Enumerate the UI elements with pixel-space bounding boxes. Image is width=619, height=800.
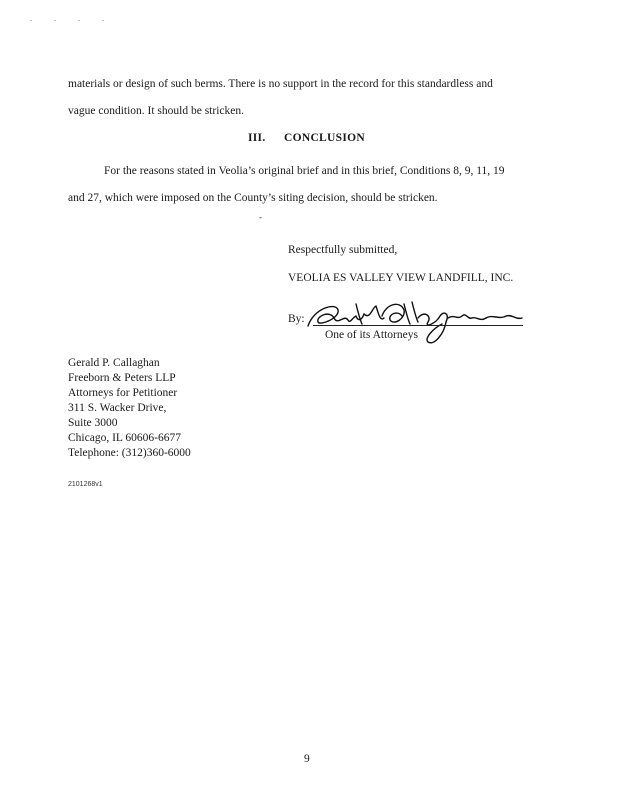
stray-scan-mark: -: [259, 212, 262, 222]
section-heading: [248, 132, 365, 144]
closing-salutation: Respectfully submitted,: [288, 244, 398, 256]
conclusion-text-line: and 27, which were imposed on the County’s siting decision, should be stricken.: [68, 192, 438, 204]
scan-corner-marks: . . . .: [30, 14, 114, 23]
party-name: VEOLIA ES VALLEY VIEW LANDFILL, INC.: [288, 272, 514, 284]
city-state-zip: Chicago, IL 60606-6677: [68, 432, 181, 444]
section-title: CONCLUSION: [284, 132, 365, 144]
signer-role: One of its Attorneys: [325, 329, 418, 341]
body-text-line: materials or design of such berms. There is no support in the record for this standardless and: [68, 78, 493, 90]
document-id: 2101268v1: [68, 481, 103, 488]
section-number: III.: [248, 132, 266, 144]
attorney-contact-block: [68, 356, 191, 461]
handwritten-signature: [300, 296, 530, 352]
street-address: 311 S. Wacker Drive,: [68, 402, 167, 414]
page-number: 9: [304, 753, 310, 765]
attorney-name: Gerald P. Callaghan: [68, 357, 160, 369]
body-text-line: vague condition. It should be stricken.: [68, 105, 244, 117]
telephone: Telephone: (312)360-6000: [68, 447, 191, 459]
conclusion-text-line: For the reasons stated in Veolia’s original brief and in this brief, Conditions 8, 9, 11, 19: [104, 165, 505, 177]
law-firm: Freeborn & Peters LLP: [68, 372, 176, 384]
by-label: By:: [288, 313, 305, 325]
attorney-capacity: Attorneys for Petitioner: [68, 387, 178, 399]
suite-number: Suite 3000: [68, 417, 118, 429]
signature-line: [313, 325, 523, 326]
